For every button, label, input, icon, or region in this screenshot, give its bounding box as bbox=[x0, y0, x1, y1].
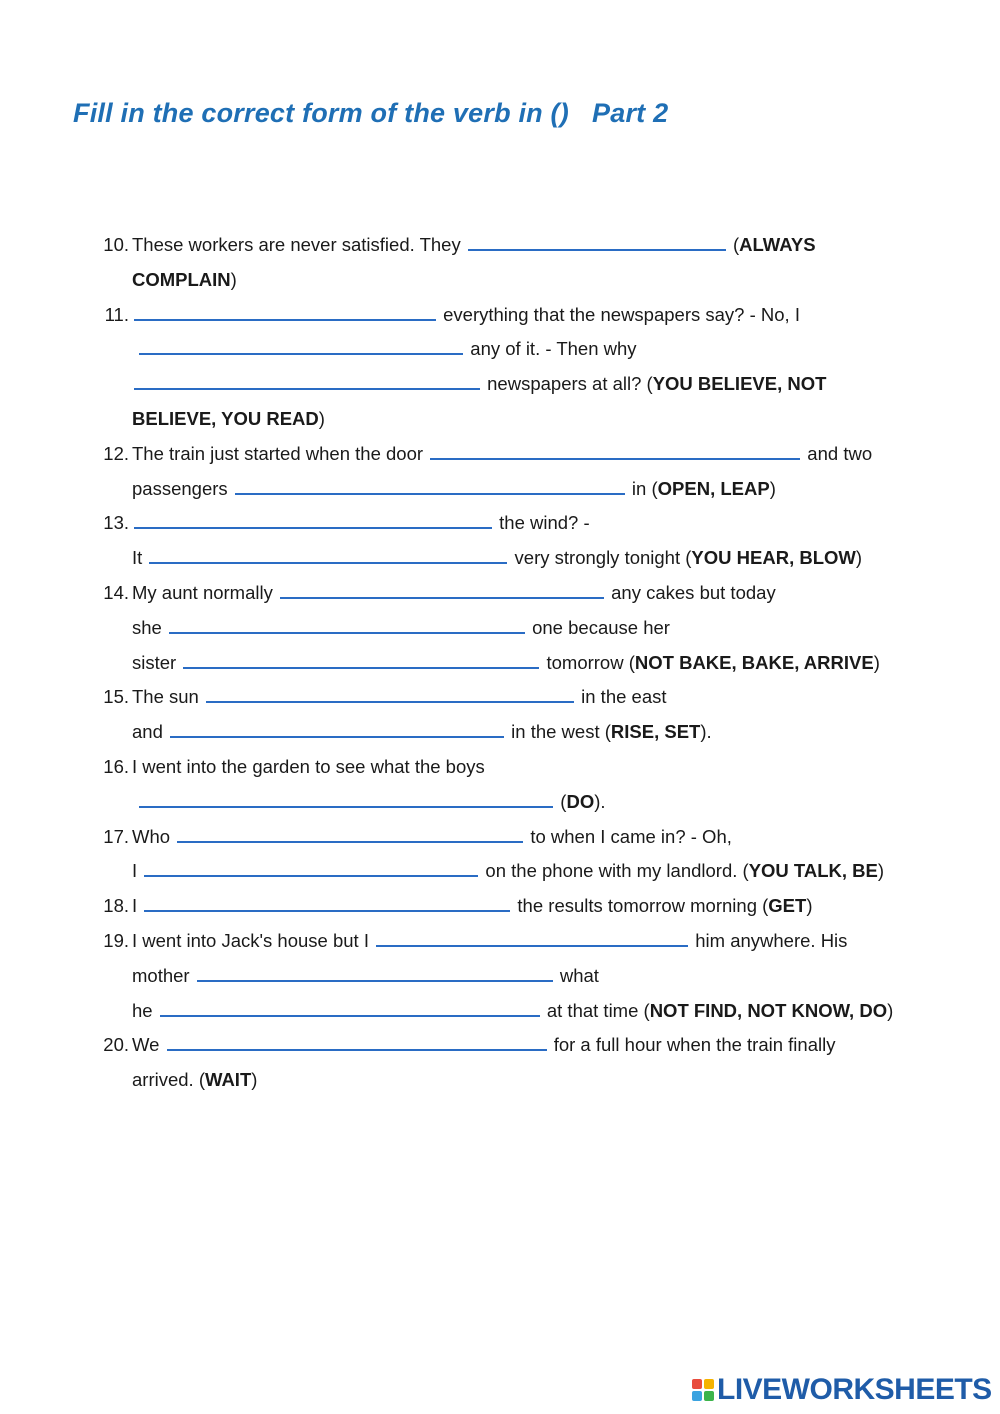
exercise-number: 19. bbox=[103, 930, 129, 951]
verb-hint: DO bbox=[566, 790, 595, 812]
exercise-text: what bbox=[554, 964, 599, 986]
exercise-line bbox=[132, 369, 826, 399]
verb-hint: NOT BAKE, BAKE, ARRIVE bbox=[634, 651, 874, 673]
exercise-text: ) bbox=[877, 860, 885, 882]
exercise-text bbox=[132, 791, 137, 812]
exercise-text: him anywhere. His bbox=[690, 930, 848, 951]
exercise-text: ). bbox=[594, 790, 606, 812]
exercise-line bbox=[132, 1065, 257, 1095]
verb-hint: YOU TALK, BE bbox=[748, 860, 878, 882]
exercise-text bbox=[132, 338, 137, 359]
exercise-line bbox=[132, 682, 667, 712]
exercise-text: she bbox=[132, 616, 167, 638]
answer-blank[interactable] bbox=[134, 509, 492, 529]
logo-mark-icon bbox=[692, 1379, 714, 1401]
answer-blank[interactable] bbox=[167, 1031, 547, 1051]
exercise-line bbox=[132, 822, 732, 852]
exercise-text: ) bbox=[806, 895, 813, 917]
exercise-line bbox=[132, 1030, 835, 1060]
exercise-text: The train just started when the door bbox=[132, 442, 429, 464]
answer-blank[interactable] bbox=[149, 544, 507, 564]
exercise-line bbox=[132, 300, 800, 330]
exercise-number: 13. bbox=[103, 512, 129, 534]
exercise-line bbox=[132, 404, 325, 434]
verb-hint: YOU BELIEVE, NOT bbox=[652, 373, 827, 395]
verb-hint: WAIT bbox=[205, 1069, 252, 1091]
verb-hint: OPEN, LEAP bbox=[657, 477, 770, 499]
exercise-text: the results tomorrow morning ( bbox=[512, 895, 769, 917]
exercise-text: ( bbox=[727, 234, 740, 255]
exercise-line bbox=[132, 474, 776, 504]
exercise-number: 10. bbox=[103, 234, 129, 255]
exercise-text: I bbox=[132, 895, 143, 917]
exercise-text: to when I came in? - Oh, bbox=[525, 825, 732, 847]
exercise-line bbox=[132, 856, 884, 886]
exercise-number: 14. bbox=[103, 582, 129, 603]
exercise-text: in the east bbox=[576, 686, 667, 708]
exercise-number: 20. bbox=[103, 1034, 129, 1056]
exercise-text: ). bbox=[700, 721, 712, 743]
exercise-text: ) bbox=[318, 408, 325, 429]
exercise-text: the wind? - bbox=[494, 512, 590, 534]
exercise-line bbox=[132, 961, 599, 991]
exercise-line bbox=[132, 891, 813, 921]
exercise-line bbox=[132, 439, 872, 469]
exercise-text: I went into Jack's house but I bbox=[132, 930, 375, 951]
verb-hint: GET bbox=[768, 895, 807, 917]
exercise-text: Who bbox=[132, 825, 176, 847]
exercise-text: mother bbox=[132, 964, 195, 986]
exercise-text: We bbox=[132, 1034, 165, 1056]
exercise-number: 11. bbox=[104, 303, 129, 325]
exercise-text: arrived. ( bbox=[132, 1069, 205, 1091]
exercise-text: at that time ( bbox=[541, 999, 650, 1021]
exercise-text: ) bbox=[855, 547, 863, 569]
exercise-text: ) bbox=[769, 477, 776, 499]
exercise-text: The sun bbox=[132, 686, 204, 708]
answer-blank[interactable] bbox=[160, 997, 540, 1017]
exercise-text: These workers are never satisfied. They bbox=[132, 234, 466, 255]
exercise-number: 16. bbox=[103, 756, 129, 777]
exercise-text: and two bbox=[802, 442, 873, 464]
verb-hint: ALWAYS bbox=[739, 234, 816, 255]
exercise-text: I bbox=[132, 860, 143, 882]
exercise-text: he bbox=[132, 999, 158, 1021]
liveworksheets-logo bbox=[692, 1372, 992, 1408]
verb-hint: COMPLAIN bbox=[132, 268, 231, 290]
exercise-text: in the west ( bbox=[506, 721, 611, 743]
exercise-text: ) bbox=[251, 1069, 258, 1091]
answer-blank[interactable] bbox=[134, 370, 480, 390]
verb-hint: BELIEVE, YOU READ bbox=[132, 408, 319, 429]
exercise-text: It bbox=[132, 547, 148, 569]
answer-blank[interactable] bbox=[468, 231, 726, 251]
exercise-number: 15. bbox=[103, 686, 129, 708]
exercise-text: any of it. - Then why bbox=[465, 338, 637, 360]
exercise-text: one because her bbox=[526, 616, 670, 638]
exercise-line bbox=[132, 578, 776, 608]
exercise-number: 17. bbox=[103, 825, 129, 847]
exercise-text: ( bbox=[555, 790, 567, 812]
answer-blank[interactable] bbox=[170, 718, 504, 738]
worksheet-title: Fill in the correct form of the verb in () Part 2 bbox=[73, 98, 669, 128]
answer-blank[interactable] bbox=[206, 683, 574, 703]
exercise-line bbox=[132, 230, 816, 260]
exercise-line bbox=[132, 787, 606, 817]
exercise-text: everything that the newspapers say? - No, I bbox=[438, 303, 800, 325]
exercise-text: on the phone with my landlord. ( bbox=[480, 860, 749, 882]
exercise-text: very strongly tonight ( bbox=[509, 547, 692, 569]
exercise-line bbox=[132, 543, 862, 573]
exercise-text: for a full hour when the train finally bbox=[548, 1034, 836, 1056]
exercise-text: ) bbox=[873, 651, 880, 673]
exercise-line bbox=[132, 996, 893, 1026]
answer-blank[interactable] bbox=[134, 301, 436, 321]
exercise-text: My aunt normally bbox=[132, 582, 278, 603]
exercise-text: tomorrow ( bbox=[541, 651, 635, 673]
answer-blank[interactable] bbox=[144, 892, 510, 912]
exercise-line bbox=[132, 717, 712, 747]
exercise-line bbox=[132, 265, 237, 295]
verb-hint: YOU HEAR, BLOW bbox=[691, 547, 856, 569]
answer-blank[interactable] bbox=[235, 475, 625, 495]
exercise-line bbox=[132, 752, 485, 782]
exercise-line bbox=[132, 334, 637, 364]
exercise-text: newspapers at all? ( bbox=[482, 373, 653, 395]
answer-blank[interactable] bbox=[169, 614, 525, 634]
exercise-text: sister bbox=[132, 651, 182, 673]
exercise-text: ) bbox=[230, 268, 237, 290]
exercise-number: 12. bbox=[103, 442, 129, 464]
exercise-line bbox=[132, 613, 670, 643]
verb-hint: NOT FIND, NOT KNOW, DO bbox=[649, 999, 888, 1021]
answer-blank[interactable] bbox=[280, 579, 604, 599]
exercise-line bbox=[132, 508, 590, 538]
answer-blank[interactable] bbox=[177, 823, 523, 843]
answer-blank[interactable] bbox=[183, 649, 539, 669]
exercise-text: ) bbox=[887, 999, 894, 1021]
answer-blank[interactable] bbox=[144, 857, 478, 877]
exercise-text: passengers bbox=[132, 477, 233, 499]
exercise-text: and bbox=[132, 721, 169, 743]
answer-blank[interactable] bbox=[197, 962, 553, 982]
answer-blank[interactable] bbox=[139, 788, 553, 808]
verb-hint: RISE, SET bbox=[610, 721, 701, 743]
exercise-text: I went into the garden to see what the boys bbox=[132, 756, 485, 777]
exercise-number: 18. bbox=[103, 895, 129, 917]
answer-blank[interactable] bbox=[376, 927, 688, 947]
exercise-text: any cakes but today bbox=[606, 582, 776, 603]
answer-blank[interactable] bbox=[430, 440, 800, 460]
exercise-line bbox=[132, 926, 847, 956]
logo-text: LIVEWORKSHEETS bbox=[717, 1373, 992, 1406]
exercise-line bbox=[132, 648, 880, 678]
exercise-text: in ( bbox=[626, 477, 658, 499]
answer-blank[interactable] bbox=[139, 335, 463, 355]
